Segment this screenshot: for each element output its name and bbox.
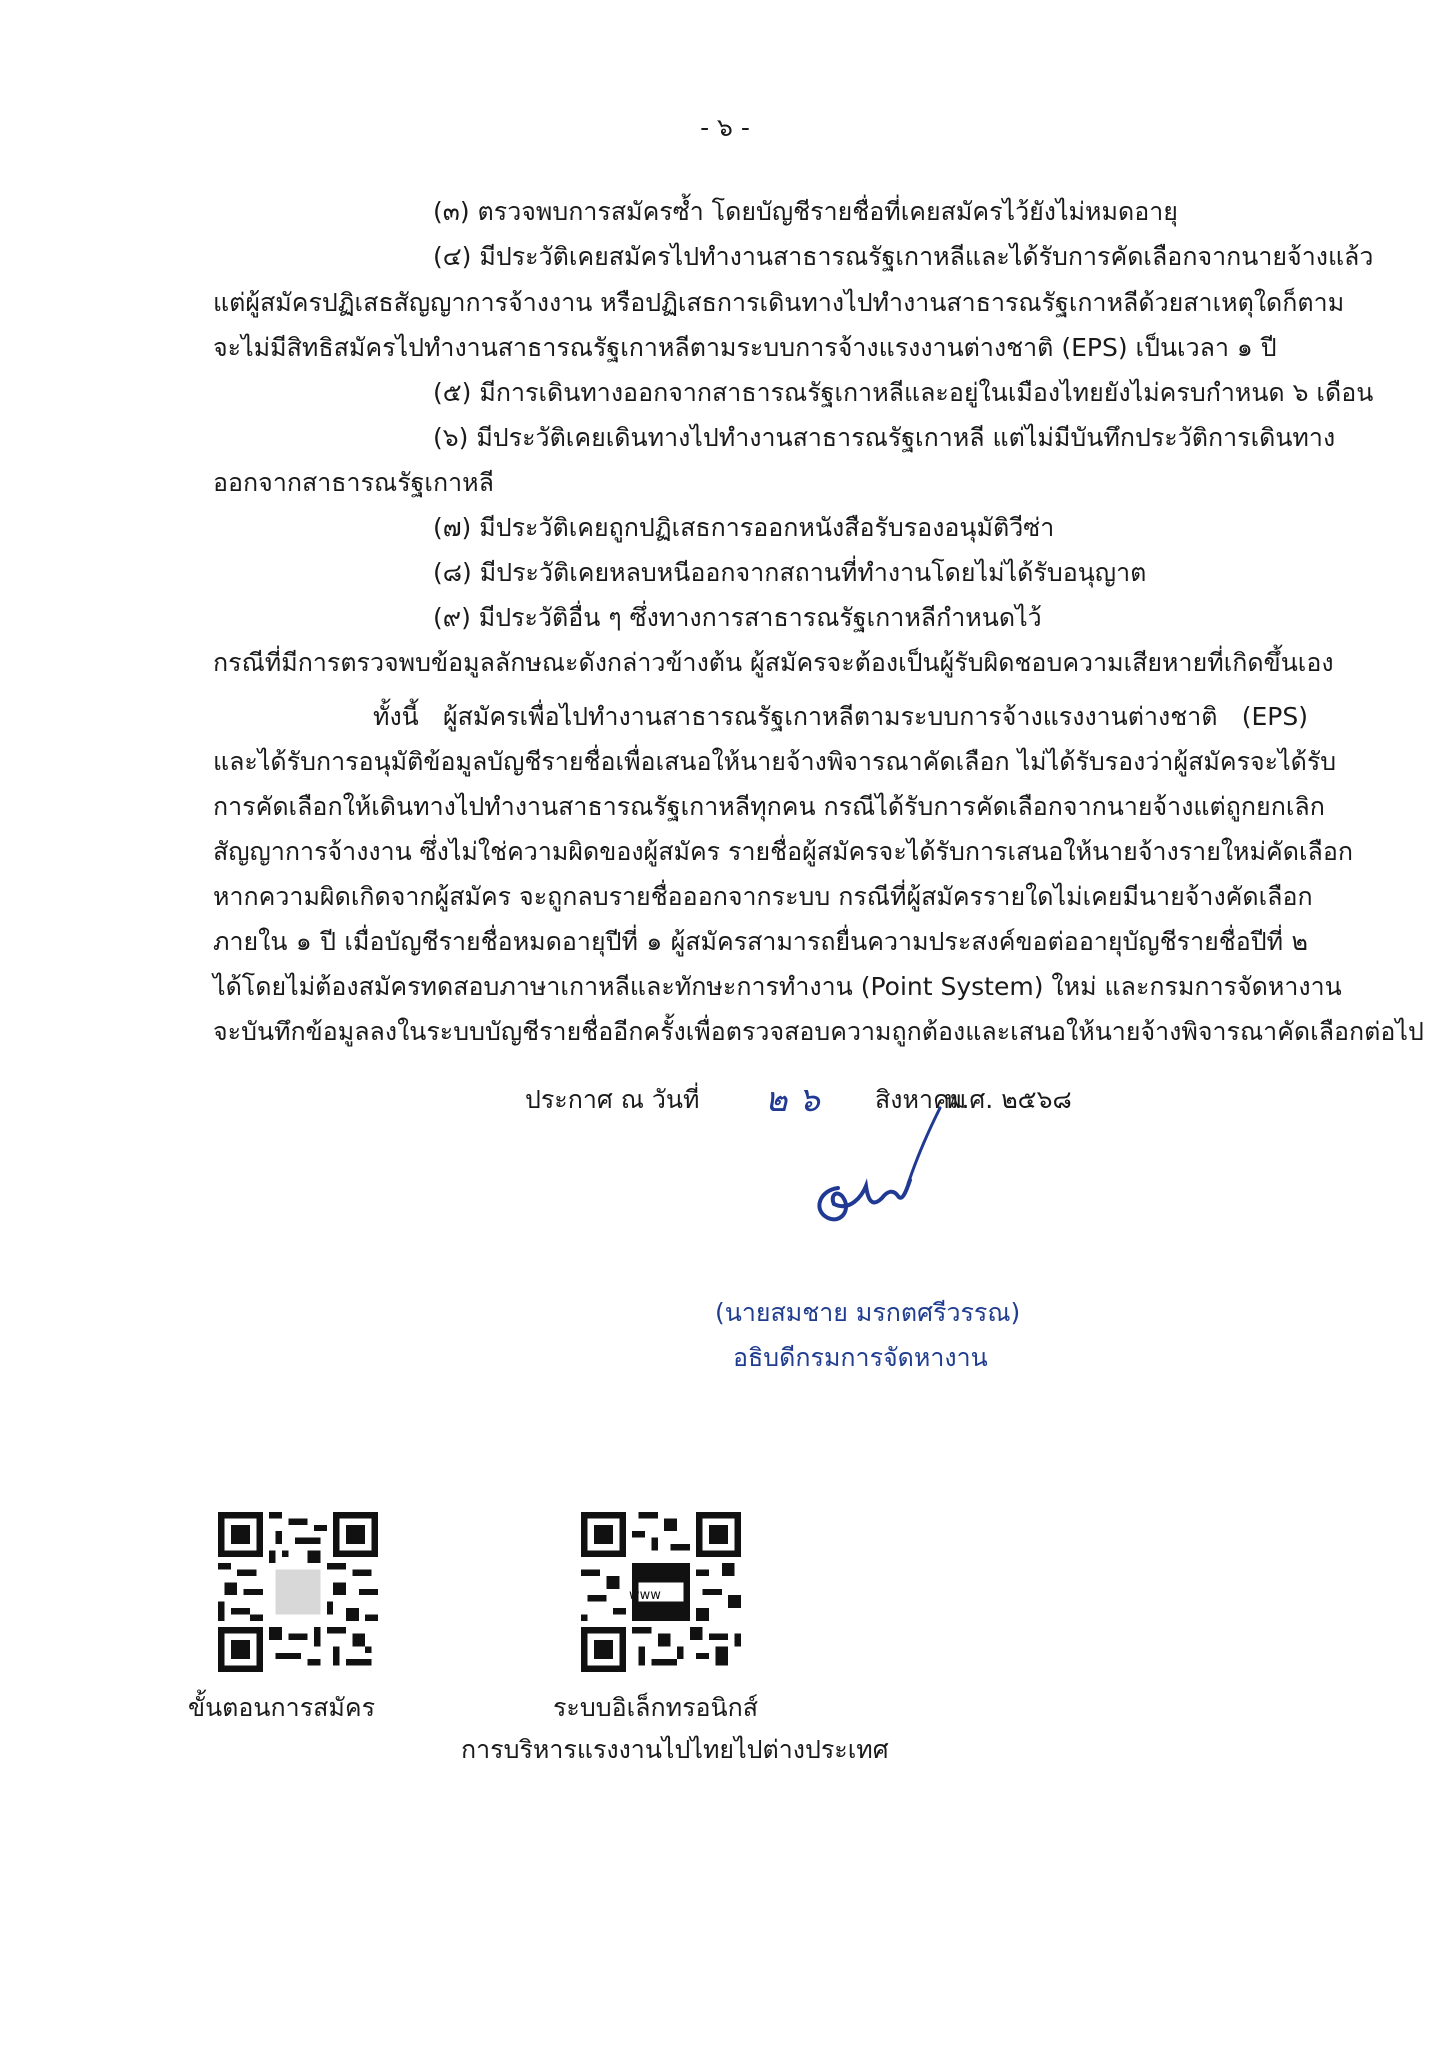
paragraph-line-1: ทั้งนี้ ผู้สมัครเพื่อไปทำงานสาธารณรัฐเกาหลีตามระบบการจ้างแรงงานต่างชาติ (EPS)	[373, 702, 1308, 731]
signature-drawing	[790, 1100, 950, 1240]
signatory-title: อธิบดีกรมการจัดหางาน	[733, 1343, 988, 1372]
qr-label-eservice-line-1: ระบบอิเล็กทรอนิกส์	[553, 1693, 759, 1722]
page-number: - ๖ -	[700, 113, 750, 142]
qr-label-application-steps: ขั้นตอนการสมัคร	[188, 1693, 376, 1722]
qr-label-eservice-line-2: การบริหารแรงงานไปไทยไปต่างประเทศ	[461, 1735, 889, 1764]
announcement-prefix: ประกาศ ณ วันที่	[525, 1085, 700, 1114]
announcement-month: สิงหาคม	[875, 1085, 967, 1114]
list-item-5: (๕) มีการเดินทางออกจากสาธารณรัฐเกาหลีและอยู่ในเมืองไทยยังไม่ครบกำหนด ๖ เดือน	[433, 378, 1374, 407]
announcement-day-handwritten: ๒ ๖	[765, 1080, 820, 1120]
list-item-3: (๓) ตรวจพบการสมัครซ้ำ โดยบัญชีรายชื่อที่เคยสมัครไว้ยังไม่หมดอายุ	[433, 197, 1178, 226]
list-item-9: (๙) มีประวัติอื่น ๆ ซึ่งทางการสาธารณรัฐเกาหลีกำหนดไว้	[433, 603, 1042, 632]
closing-sentence: กรณีที่มีการตรวจพบข้อมูลลักษณะดังกล่าวข้างต้น ผู้สมัครจะต้องเป็นผู้รับผิดชอบความเสียหายที่เกิดขึ้นเอง	[213, 648, 1334, 677]
announcement-year: พ.ศ. ๒๕๖๘	[945, 1085, 1072, 1114]
list-item-8: (๘) มีประวัติเคยหลบหนีออกจากสถานที่ทำงานโดยไม่ได้รับอนุญาต	[433, 558, 1147, 587]
signatory-name: (นายสมชาย มรกตศรีวรรณ)	[715, 1298, 1021, 1327]
list-item-6-line-2: ออกจากสาธารณรัฐเกาหลี	[213, 468, 494, 497]
list-item-4-line-3: จะไม่มีสิทธิสมัครไปทำงานสาธารณรัฐเกาหลีตามระบบการจ้างแรงงานต่างชาติ (EPS) เป็นเวลา ๑ ปี	[213, 333, 1277, 362]
paragraph-line-8: จะบันทึกข้อมูลลงในระบบบัญชีรายชื่ออีกครั้งเพื่อตรวจสอบความถูกต้องและเสนอให้นายจ้างพิจารณาคัดเลือกต่อไป	[213, 1017, 1424, 1046]
paragraph-line-5: หากความผิดเกิดจากผู้สมัคร จะถูกลบรายชื่อออกจากระบบ กรณีที่ผู้สมัครรายใดไม่เคยมีนายจ้างคัดเลือก	[213, 882, 1313, 911]
qr-code-application-steps[interactable]	[218, 1512, 378, 1672]
qr-center-text: www	[629, 1588, 661, 1603]
paragraph-line-3: การคัดเลือกให้เดินทางไปทำงานสาธารณรัฐเกาหลีทุกคน กรณีได้รับการคัดเลือกจากนายจ้างแต่ถูกยกเลิก	[213, 792, 1325, 821]
list-item-7: (๗) มีประวัติเคยถูกปฏิเสธการออกหนังสือรับรองอนุมัติวีซ่า	[433, 513, 1055, 542]
paragraph-line-4: สัญญาการจ้างงาน ซึ่งไม่ใช่ความผิดของผู้สมัคร รายชื่อผู้สมัครจะได้รับการเสนอให้นายจ้างรายใหม่คัดเลือก	[213, 837, 1353, 866]
paragraph-line-6: ภายใน ๑ ปี เมื่อบัญชีรายชื่อหมดอายุปีที่ ๑ ผู้สมัครสามารถยื่นความประสงค์ขอต่ออายุบัญชีรายชื่อปีที่ ๒	[213, 927, 1308, 956]
paragraph-line-7: ได้โดยไม่ต้องสมัครทดสอบภาษาเกาหลีและทักษะการทำงาน (Point System) ใหม่ และกรมการจัดหางาน	[213, 972, 1342, 1001]
list-item-4-line-2: แต่ผู้สมัครปฏิเสธสัญญาการจ้างงาน หรือปฏิเสธการเดินทางไปทำงานสาธารณรัฐเกาหลีด้วยสาเหตุใดก็ตาม	[213, 288, 1345, 317]
list-item-4-line-1: (๔) มีประวัติเคยสมัครไปทำงานสาธารณรัฐเกาหลีและได้รับการคัดเลือกจากนายจ้างแล้ว	[433, 242, 1374, 271]
list-item-6-line-1: (๖) มีประวัติเคยเดินทางไปทำงานสาธารณรัฐเกาหลี แต่ไม่มีบันทึกประวัติการเดินทาง	[433, 423, 1336, 452]
paragraph-line-2: และได้รับการอนุมัติข้อมูลบัญชีรายชื่อเพื่อเสนอให้นายจ้างพิจารณาคัดเลือก ไม่ได้รับรองว่าผู้สมัครจะได้รับ	[213, 747, 1337, 776]
